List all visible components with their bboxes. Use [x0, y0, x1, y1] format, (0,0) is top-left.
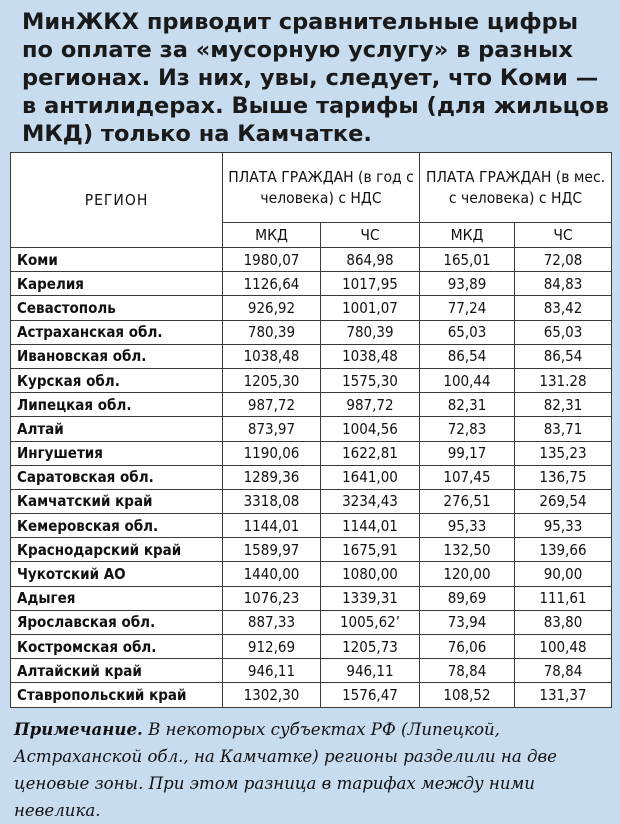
year-chs-cell: 1641,00 — [321, 465, 420, 489]
month-chs-cell: 72,08 — [515, 248, 612, 272]
year-chs-cell: 780,39 — [321, 320, 420, 344]
month-mkd-cell: 78,84 — [420, 659, 515, 683]
month-mkd-cell: 132,50 — [420, 538, 515, 562]
region-cell: Адыгея — [11, 586, 223, 610]
region-cell: Астраханская обл. — [11, 320, 223, 344]
month-mkd-cell: 99,17 — [420, 441, 515, 465]
year-mkd-cell: 1144,01 — [223, 514, 321, 538]
month-mkd-cell: 108,52 — [420, 683, 515, 707]
table-row — [11, 296, 612, 320]
region-cell: Кемеровская обл. — [11, 514, 223, 538]
year-chs-cell: 1339,31 — [321, 586, 420, 610]
year-mkd-header: МКД — [223, 223, 321, 248]
year-chs-header: ЧС — [321, 223, 420, 248]
table-row — [11, 248, 612, 272]
year-chs-cell: 1575,30 — [321, 368, 420, 392]
region-cell: Липецкая обл. — [11, 393, 223, 417]
month-mkd-header: МКД — [420, 223, 515, 248]
month-chs-cell: 86,54 — [515, 344, 612, 368]
region-cell: Алтай — [11, 417, 223, 441]
year-chs-cell: 1675,91 — [321, 538, 420, 562]
year-mkd-cell: 1205,30 — [223, 368, 321, 392]
region-cell: Ингушетия — [11, 441, 223, 465]
table-row — [11, 610, 612, 634]
month-chs-cell: 135,23 — [515, 441, 612, 465]
region-cell: Камчатский край — [11, 489, 223, 513]
month-mkd-cell: 107,45 — [420, 465, 515, 489]
region-cell: Курская обл. — [11, 368, 223, 392]
year-mkd-cell: 1076,23 — [223, 586, 321, 610]
month-chs-cell: 131,37 — [515, 683, 612, 707]
table-row — [11, 659, 612, 683]
month-chs-cell: 83,80 — [515, 610, 612, 634]
region-cell: Коми — [11, 248, 223, 272]
table-row — [11, 368, 612, 392]
year-chs-cell: 987,72 — [321, 393, 420, 417]
table-row — [11, 272, 612, 296]
year-mkd-cell: 1589,97 — [223, 538, 321, 562]
year-group-header: ПЛАТА ГРАЖДАН (в год с человека) с НДС — [223, 153, 420, 223]
month-mkd-cell: 77,24 — [420, 296, 515, 320]
tariff-table — [10, 152, 612, 708]
year-mkd-cell: 1190,06 — [223, 441, 321, 465]
year-mkd-cell: 1302,30 — [223, 683, 321, 707]
month-mkd-cell: 95,33 — [420, 514, 515, 538]
table-row — [11, 683, 612, 707]
year-mkd-cell: 1440,00 — [223, 562, 321, 586]
month-mkd-cell: 165,01 — [420, 248, 515, 272]
month-mkd-cell: 86,54 — [420, 344, 515, 368]
month-chs-cell: 78,84 — [515, 659, 612, 683]
month-chs-header: ЧС — [515, 223, 612, 248]
table-row — [11, 465, 612, 489]
year-chs-cell: 1004,56 — [321, 417, 420, 441]
month-chs-cell: 82,31 — [515, 393, 612, 417]
month-mkd-cell: 89,69 — [420, 586, 515, 610]
table-row — [11, 514, 612, 538]
footnote — [14, 716, 610, 824]
month-chs-cell: 139,66 — [515, 538, 612, 562]
year-chs-cell: 1001,07 — [321, 296, 420, 320]
region-cell: Алтайский край — [11, 659, 223, 683]
month-mkd-cell: 72,83 — [420, 417, 515, 441]
table-row — [11, 489, 612, 513]
month-mkd-cell: 93,89 — [420, 272, 515, 296]
year-chs-cell: 1017,95 — [321, 272, 420, 296]
region-cell: Ярославская обл. — [11, 610, 223, 634]
month-chs-cell: 100,48 — [515, 635, 612, 659]
region-cell: Костромская обл. — [11, 635, 223, 659]
year-mkd-cell: 1980,07 — [223, 248, 321, 272]
footnote-text: В некоторых субъектах РФ (Липецкой, Астраханской обл., на Камчатке) регионы разделили на две ценовые зоны. При этом разница в тарифах между ними невелика. — [14, 720, 557, 820]
month-mkd-cell: 120,00 — [420, 562, 515, 586]
month-chs-cell: 90,00 — [515, 562, 612, 586]
region-column-header: РЕГИОН — [11, 153, 223, 248]
table-row — [11, 441, 612, 465]
table-body — [11, 248, 612, 708]
month-mkd-cell: 76,06 — [420, 635, 515, 659]
month-mkd-cell: 82,31 — [420, 393, 515, 417]
year-chs-cell: 1576,47 — [321, 683, 420, 707]
month-chs-cell: 111,61 — [515, 586, 612, 610]
table-row — [11, 417, 612, 441]
month-chs-cell: 65,03 — [515, 320, 612, 344]
month-mkd-cell: 276,51 — [420, 489, 515, 513]
year-mkd-cell: 912,69 — [223, 635, 321, 659]
year-mkd-cell: 1289,36 — [223, 465, 321, 489]
month-chs-cell: 84,83 — [515, 272, 612, 296]
table-row — [11, 320, 612, 344]
year-chs-cell: 1005,62’ — [321, 610, 420, 634]
year-chs-cell: 1144,01 — [321, 514, 420, 538]
table-header-row — [11, 153, 612, 223]
year-mkd-cell: 987,72 — [223, 393, 321, 417]
footnote-label: Примечание. — [14, 719, 143, 739]
month-chs-cell: 95,33 — [515, 514, 612, 538]
region-cell: Чукотский АО — [11, 562, 223, 586]
year-mkd-cell: 780,39 — [223, 320, 321, 344]
year-mkd-cell: 3318,08 — [223, 489, 321, 513]
month-group-header: ПЛАТА ГРАЖДАН (в мес. с человека) с НДС — [420, 153, 612, 223]
year-chs-cell: 1038,48 — [321, 344, 420, 368]
table-row — [11, 586, 612, 610]
year-mkd-cell: 887,33 — [223, 610, 321, 634]
year-chs-cell: 946,11 — [321, 659, 420, 683]
month-chs-cell: 83,71 — [515, 417, 612, 441]
region-cell: Краснодарский край — [11, 538, 223, 562]
year-mkd-cell: 926,92 — [223, 296, 321, 320]
month-mkd-cell: 73,94 — [420, 610, 515, 634]
month-chs-cell: 136,75 — [515, 465, 612, 489]
year-chs-cell: 1205,73 — [321, 635, 420, 659]
year-chs-cell: 1080,00 — [321, 562, 420, 586]
month-chs-cell: 269,54 — [515, 489, 612, 513]
headline: МинЖКХ приводит сравнительные цифры по оплате за «мусорную услугу» в разных регионах. Из них, увы, следует, что Коми — в антилидерах. Выше тарифы (для жильцов МКД) только на Камчатке. — [22, 9, 609, 147]
region-cell: Саратовская обл. — [11, 465, 223, 489]
year-chs-cell: 3234,43 — [321, 489, 420, 513]
tariff-table-wrapper — [10, 152, 611, 708]
month-chs-cell: 131.28 — [515, 368, 612, 392]
year-mkd-cell: 873,97 — [223, 417, 321, 441]
region-cell: Севастополь — [11, 296, 223, 320]
table-row — [11, 538, 612, 562]
year-mkd-cell: 946,11 — [223, 659, 321, 683]
region-cell: Ивановская обл. — [11, 344, 223, 368]
year-chs-cell: 1622,81 — [321, 441, 420, 465]
table-row — [11, 344, 612, 368]
year-chs-cell: 864,98 — [321, 248, 420, 272]
month-chs-cell: 83,42 — [515, 296, 612, 320]
month-mkd-cell: 65,03 — [420, 320, 515, 344]
table-row — [11, 635, 612, 659]
month-mkd-cell: 100,44 — [420, 368, 515, 392]
region-cell: Карелия — [11, 272, 223, 296]
table-row — [11, 393, 612, 417]
year-mkd-cell: 1126,64 — [223, 272, 321, 296]
region-cell: Ставропольский край — [11, 683, 223, 707]
table-row — [11, 562, 612, 586]
year-mkd-cell: 1038,48 — [223, 344, 321, 368]
